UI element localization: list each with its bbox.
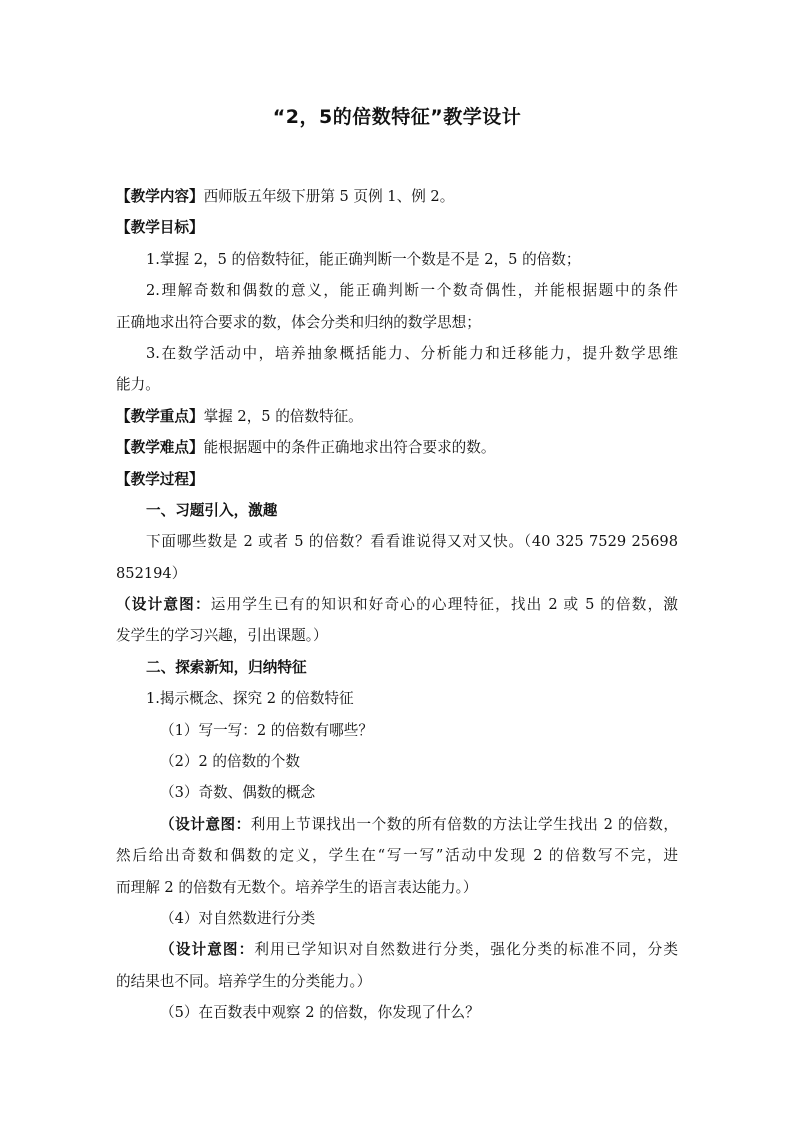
- teaching-content-label: 【教学内容】: [116, 188, 204, 205]
- design-intent-1-line-1: [116, 589, 678, 620]
- design-intent-3-label: （设计意图：: [160, 941, 255, 959]
- key-point-text: 掌握 2，5 的倍数特征。: [203, 407, 363, 425]
- design-intent-3-line-1: [116, 934, 678, 965]
- design-intent-2-text-1: 利用上节课找出一个数的所有倍数的方法让学生找出 2 的倍数，: [250, 815, 678, 833]
- difficulty-text: 能根据题中的条件正确地求出符合要求的数。: [203, 439, 496, 457]
- design-intent-2-line-1: [116, 809, 678, 840]
- section-1-heading: 一、习题引入，激趣: [146, 501, 278, 519]
- design-intent-1-label: （设计意图：: [116, 596, 211, 614]
- section-2-sub-4: （4）对自然数进行分类: [160, 909, 316, 927]
- section-2-sub-5: （5）在百数表中观察 2 的倍数，你发现了什么？: [160, 1004, 480, 1022]
- document-title: “2，5的倍数特征”教学设计: [272, 106, 522, 128]
- document-body: [116, 181, 678, 1029]
- teaching-content-line: [116, 181, 678, 212]
- design-intent-2-line-2: 然后给出奇数和偶数的定义，学生在“写一写”活动中发现 2 的倍数写不完，进: [116, 847, 678, 865]
- section-2-sub-1: （1）写一写：2 的倍数有哪些？: [160, 721, 373, 739]
- difficulty-label: 【教学难点】: [116, 439, 204, 457]
- difficulty-line: [116, 432, 678, 463]
- design-intent-2-line-3: 而理解 2 的倍数有无数个。培养学生的语言表达能力。）: [116, 878, 478, 896]
- objective-1: 1.掌握 2，5 的倍数特征，能正确判断一个数是不是 2，5 的倍数；: [146, 250, 581, 268]
- objective-2-line-1: 2.理解奇数和偶数的意义，能正确判断一个数奇偶性，并能根据题中的条件: [146, 282, 678, 300]
- design-intent-3-line-2: 的结果也不同。培养学生的分类能力。）: [116, 972, 372, 990]
- section-2-heading: 二、探索新知，归纳特征: [146, 658, 307, 676]
- objectives-label: 【教学目标】: [116, 219, 204, 237]
- objectives-heading-line: [116, 212, 678, 243]
- section-1-question-line-1: 下面哪些数是 2 或者 5 的倍数？看看谁说得又对又快。（40 325 7529 25698: [146, 533, 678, 551]
- key-point-line: [116, 401, 678, 432]
- key-point-label: 【教学重点】: [116, 407, 204, 425]
- objective-2-line-2: 正确地求出符合要求的数，体会分类和归纳的数学思想；: [116, 313, 481, 331]
- teaching-content-text: 西师版五年级下册第 5 页例 1、例 2。: [203, 188, 455, 205]
- process-label: 【教学过程】: [116, 470, 204, 488]
- design-intent-1-text-1: 运用学生已有的知识和好奇心的心理特征，找出 2 或 5 的倍数，激: [210, 596, 678, 614]
- objective-3-line-2: 能力。: [116, 376, 160, 394]
- process-heading-line: [116, 464, 678, 495]
- section-2-sub-3: （3）奇数、偶数的概念: [160, 784, 316, 802]
- section-2-sub-2: （2）2 的倍数的个数: [160, 753, 300, 771]
- objective-3-line-1: 3.在数学活动中，培养抽象概括能力、分析能力和迁移能力，提升数学思维: [146, 344, 678, 362]
- design-intent-1-line-2: 发学生的学习兴趣，引出课题。）: [116, 627, 328, 645]
- section-2-item-1: 1.揭示概念、探究 2 的倍数特征: [146, 690, 354, 708]
- design-intent-2-label: （设计意图：: [160, 815, 251, 833]
- design-intent-3-text-1: 利用已学知识对自然数进行分类，强化分类的标准不同，分类: [254, 941, 678, 959]
- section-1-question-line-2: 852194）: [116, 564, 187, 582]
